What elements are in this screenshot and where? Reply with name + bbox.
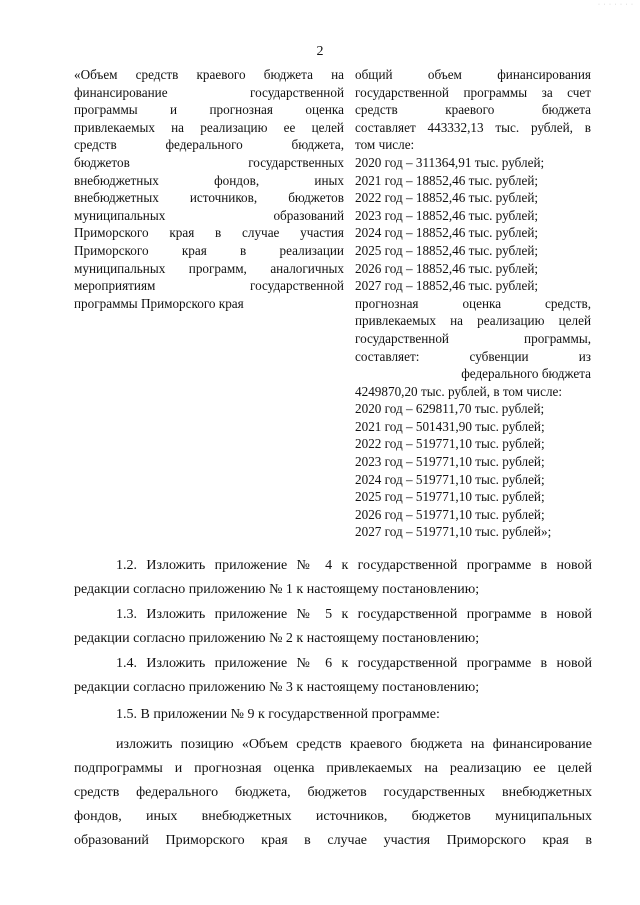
regional-year-line: 2020 год – 311364,91 тыс. рублей;	[355, 154, 545, 170]
left-cell-line: программы Приморского края	[74, 295, 244, 311]
paragraph-1-3	[74, 606, 592, 647]
left-cell-line: Приморского края в реализации	[74, 242, 344, 258]
forecast-line: привлекаемых на реализацию целей	[355, 313, 591, 329]
federal-year-line: 2023 год – 519771,10 тыс. рублей;	[355, 454, 545, 470]
paragraph-line: 1.5. В приложении № 9 к государственной программе:	[116, 707, 440, 722]
left-cell-line: программы и прогнозная оценка	[74, 102, 344, 118]
paragraph-1-2	[74, 557, 592, 598]
left-cell-line: «Объем средств краевого бюджета на	[74, 67, 344, 82]
paragraph-1-5-sub	[74, 736, 592, 849]
paragraph-line: редакции согласно приложению № 2 к настоящему постановлению;	[74, 631, 480, 646]
paragraph-line: 1.3. Изложить приложение № 5 к государственной программе в новой	[116, 607, 592, 622]
left-cell-line: привлекаемых на реализацию ее целей	[74, 119, 344, 135]
paragraph-line: редакции согласно приложению № 3 к настоящему постановлению;	[74, 680, 480, 695]
federal-year-line: 2021 год – 501431,90 тыс. рублей;	[355, 418, 545, 434]
right-cell-intro-line: государственной программы за счет	[355, 84, 591, 100]
left-cell-line: мероприятиям государственной	[74, 278, 344, 294]
left-cell-line: муниципальных программ, аналогичных	[74, 260, 344, 276]
paragraph-line: средств федерального бюджета, бюджетов государственных внебюджетных	[74, 785, 592, 800]
left-cell-line: внебюджетных источников, бюджетов	[74, 190, 344, 206]
regional-year-line: 2021 год – 18852,46 тыс. рублей;	[355, 172, 539, 188]
left-cell-line: внебюджетных фондов, иных	[74, 172, 344, 188]
left-cell-line: муниципальных образований	[74, 207, 344, 223]
forecast-line: федерального бюджета	[461, 366, 591, 382]
regional-year-line: 2023 год – 18852,46 тыс. рублей;	[355, 207, 539, 223]
left-cell-line: бюджетов государственных	[74, 154, 344, 170]
left-cell-line: средств федерального бюджета,	[74, 137, 344, 153]
federal-year-line: 2027 год – 519771,10 тыс. рублей»;	[355, 524, 552, 540]
left-cell-line: Приморского края в случае участия	[74, 225, 344, 241]
right-cell-intro-line: составляет 443332,13 тыс. рублей, в	[355, 119, 591, 135]
left-cell-line: финансирование государственной	[74, 84, 344, 100]
table-right-cell	[355, 66, 591, 541]
forecast-line: государственной программы,	[355, 330, 591, 346]
paragraph-line: образований Приморского края в случае участия Приморского края в	[74, 833, 592, 848]
regional-year-line: 2027 год – 18852,46 тыс. рублей;	[355, 278, 539, 294]
paragraph-1-4	[74, 655, 592, 696]
federal-year-line: 2022 год – 519771,10 тыс. рублей;	[355, 436, 545, 452]
forecast-line: прогнозная оценка средств,	[355, 295, 591, 311]
federal-year-line: 2024 год – 519771,10 тыс. рублей;	[355, 471, 545, 487]
paragraph-line: изложить позицию «Объем средств краевого бюджета на финансирование	[116, 737, 592, 752]
paragraph-line: 1.2. Изложить приложение № 4 к государственной программе в новой	[116, 558, 592, 573]
paragraph-1-5	[74, 706, 592, 723]
right-cell-intro-line: том числе:	[355, 137, 415, 153]
paragraph-line: подпрограммы и прогнозная оценка привлекаемых на реализацию ее целей	[74, 761, 592, 776]
regional-year-line: 2024 год – 18852,46 тыс. рублей;	[355, 225, 539, 241]
regional-year-line: 2026 год – 18852,46 тыс. рублей;	[355, 260, 539, 276]
regional-year-line: 2025 год – 18852,46 тыс. рублей;	[355, 242, 539, 258]
paragraph-line: фондов, иных внебюджетных источников, бюджетов муниципальных	[74, 809, 592, 824]
federal-year-line: 2026 год – 519771,10 тыс. рублей;	[355, 506, 545, 522]
federal-year-line: 2020 год – 629811,70 тыс. рублей;	[355, 401, 545, 417]
right-cell-intro-line: общий объем финансирования	[355, 67, 591, 82]
regional-year-line: 2022 год – 18852,46 тыс. рублей;	[355, 190, 539, 206]
paragraph-line: 1.4. Изложить приложение № 6 к государственной программе в новой	[116, 656, 592, 671]
table-left-cell	[74, 66, 344, 312]
forecast-line: составляет: субвенции из	[355, 348, 591, 364]
right-cell-intro-line: средств краевого бюджета	[355, 102, 591, 118]
page-number: 2	[316, 44, 324, 59]
scan-corner-mark: · · · · · · ·	[598, 2, 634, 8]
federal-year-line: 2025 год – 519771,10 тыс. рублей;	[355, 489, 545, 505]
paragraph-line: редакции согласно приложению № 1 к настоящему постановлению;	[74, 582, 480, 597]
forecast-line: 4249870,20 тыс. рублей, в том числе:	[355, 383, 563, 399]
